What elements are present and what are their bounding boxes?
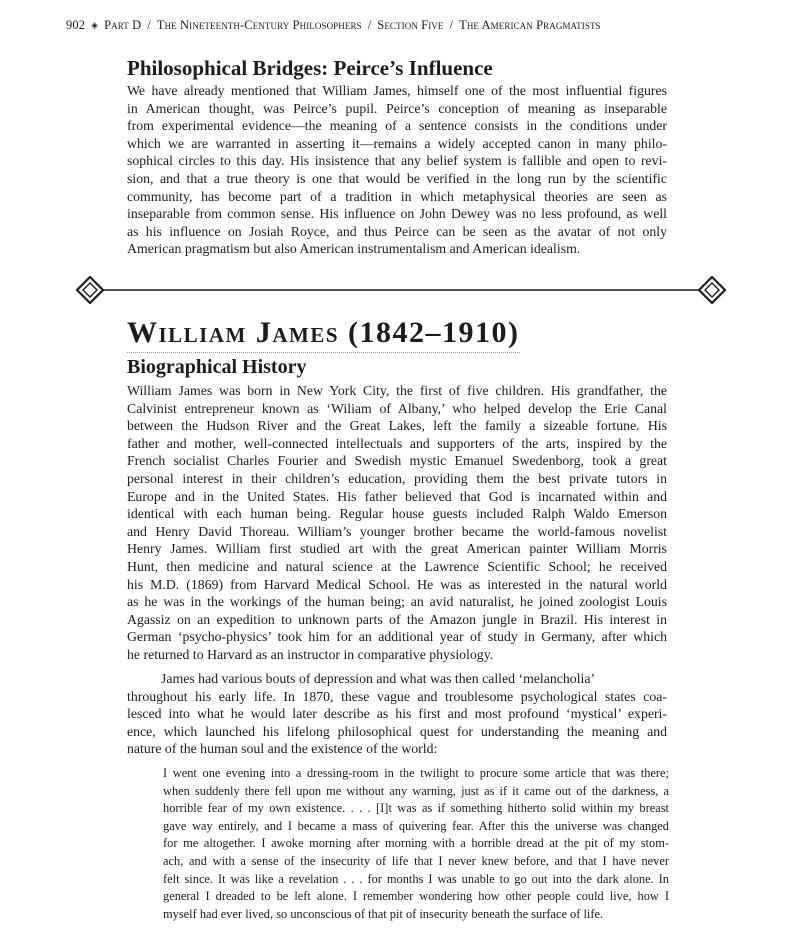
- part-title: The Nineteenth-Century Philosophers: [156, 18, 362, 32]
- text-line: American pragmatism but also American instrumentalism and American idealism.: [127, 241, 581, 257]
- text-line: between the Hudson River and the Great Lakes, left the family a sizeable fortune. His: [127, 418, 667, 434]
- biography-heading: Biographical History: [127, 356, 307, 378]
- quote-line: myself had ever lived, so unconscious of that pit of insecurity beneath the surface of life.: [163, 906, 604, 921]
- text-line: throughout his early life. In 1870, these vague and troublesome psychological states coa-: [127, 688, 667, 704]
- page-number: 902: [66, 18, 86, 32]
- right-diamond-ornament-icon: [699, 277, 725, 303]
- text-line: from experimental evidence—the meaning of a sentence consists in the conditions under: [127, 118, 667, 134]
- separator: /: [147, 18, 151, 32]
- text-line: Hunt, then medicine and natural science at the Lawrence Scientific School; he received: [127, 558, 667, 574]
- text-line: Henry James. William first studied art with the great American painter William Morris: [127, 541, 667, 557]
- quote-line: I went one evening into a dressing-room in the twilight to procure some article that was there;: [163, 766, 669, 780]
- ornament-icon: ◈: [91, 20, 99, 30]
- quote-line: horrible fear of my own existence. . . . [I]t was as if something hitherto solid within my breast: [163, 801, 669, 816]
- biography-paragraph-2: [127, 670, 667, 758]
- text-line: he returned to Harvard as an instructor in comparative physiology.: [127, 646, 494, 662]
- text-line: identical with each human being. Regular house guests included Ralph Waldo Emerson: [127, 506, 667, 522]
- text-line: father and mother, well-connected intellectuals and supporters of the arts, inspired by the: [127, 435, 667, 451]
- left-diamond-ornament-icon: [77, 277, 103, 303]
- biography-paragraph-1: [127, 382, 667, 664]
- text-line: sophical circles to this day. His insistence that any belief system is fallible and open to revi-: [127, 153, 667, 169]
- text-line: Agassiz on an expedition to unknown parts of the Amazon jungle in Brazil. His interest in: [127, 611, 667, 627]
- text-line: William James was born in New York City, the first of five children. His grandfather, the: [127, 383, 667, 398]
- block-quote: [163, 765, 669, 923]
- quote-line: felt since. It was like a revelation . . . for months I was unable to go out into the dark alone. In: [163, 871, 669, 886]
- quote-line: ach, and with a sense of the insecurity of life that I never knew before, and that I have never: [163, 853, 669, 868]
- section-label: Section Five: [377, 18, 444, 32]
- separator: /: [367, 18, 372, 32]
- peirce-heading: Philosophical Bridges: Peirce’s Influence: [127, 56, 493, 80]
- text-line: James had various bouts of depression and what was then called ‘melancholia’: [161, 671, 596, 686]
- text-line: German ‘psycho-physics’ took him for an additional year of study in Germany, after which: [127, 629, 667, 645]
- section-divider: [76, 276, 726, 304]
- text-line: and Henry David Thoreau. William’s younger brother became the world-famous novelist: [127, 523, 667, 539]
- text-line: sion, and that a true theory is one that would be verified in the long run by the scientific: [127, 170, 667, 186]
- text-line: in American thought, was Peirce’s pupil. Peirce’s conception of meaning as inseparable: [127, 100, 667, 116]
- text-line: Europe and in the United States. His father believed that God is incarnated within and: [127, 488, 667, 504]
- part-label: Part D: [104, 18, 142, 32]
- text-line: We have already mentioned that William James, himself one of the most influential figures: [127, 83, 667, 98]
- text-line: French socialist Charles Fourier and Swedish mystic Emanuel Swedenborg, took a great: [127, 453, 667, 469]
- text-line: as his influence on Josiah Royce, and thus Peirce can be seen as the avatar of not only: [127, 223, 667, 239]
- quote-line: for me altogether. I awoke morning after morning with a horrible dread at the pit of my stom-: [163, 836, 669, 851]
- quote-line: gave way entirely, and I became a mass of quivering fear. After this the universe was changed: [163, 818, 669, 833]
- text-line: nature of the human soul and the existence of the world:: [127, 741, 438, 757]
- text-line: which we are warranted in asserting it—remains a widely accepted canon in many philo-: [127, 135, 667, 151]
- text-line: ence, which launched his lifelong philosophical quest for understanding the meaning and: [127, 723, 667, 739]
- running-head: [66, 18, 726, 33]
- peirce-paragraph: [127, 82, 667, 258]
- section-title: The American Pragmatists: [459, 18, 601, 32]
- quote-line: when suddenly there fell upon me without any warning, just as if it came out of the darkness, a: [163, 783, 669, 798]
- quote-line: general I dreaded to be left alone. I remember wondering how other people could live, how I: [163, 889, 669, 904]
- text-line: as he was in the workings of the human being; an avid naturalist, he joined zoologist Louis: [127, 594, 667, 610]
- separator: /: [449, 18, 454, 32]
- text-line: inseparable from common sense. His influence on John Dewey was no less profound, as well: [127, 206, 667, 222]
- text-line: his M.D. (1869) from Harvard Medical School. He was as interested in the natural world: [127, 576, 667, 592]
- chapter-title: William James (1842–1910): [127, 316, 520, 353]
- text-line: community, has become part of a tradition in which metaphysical theories are seen as: [127, 188, 667, 204]
- text-line: personal interest in their children’s education, providing them the best private tutors in: [127, 470, 667, 486]
- text-line: lesced into what he would later describe as his first and most profound ‘mystical’ experi-: [127, 706, 667, 722]
- text-line: Calvinist entrepreneur known as ‘Wiliam of Albany,’ who helped develop the Erie Canal: [127, 400, 667, 416]
